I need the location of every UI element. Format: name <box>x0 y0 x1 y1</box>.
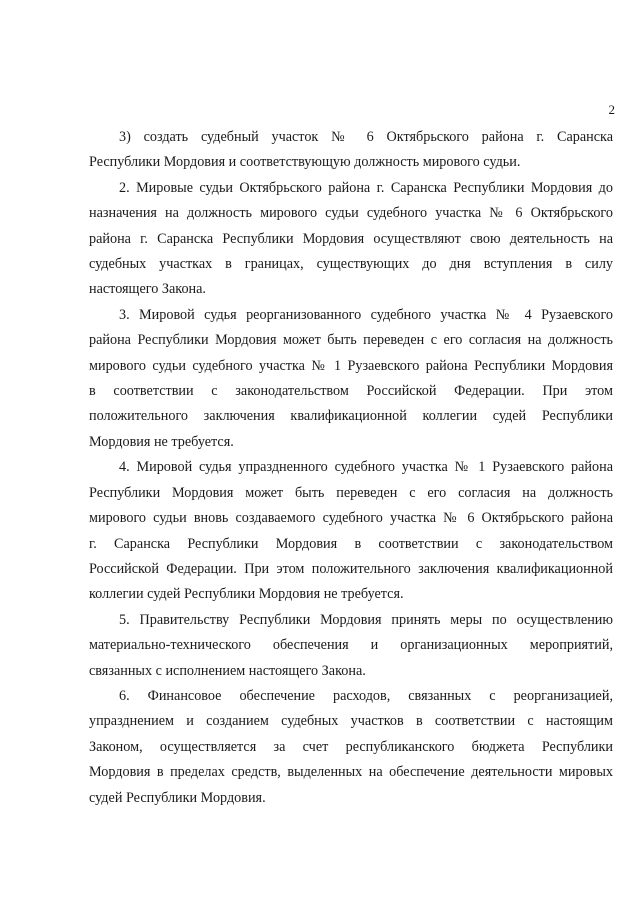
text-line: Республики Мордовия может быть переведен с его согласия на должность <box>89 484 613 501</box>
document-body <box>89 125 613 811</box>
paragraph-4 <box>89 455 613 607</box>
text-line: в соответствии с законодательством Российской Федерации. При этом <box>89 383 613 400</box>
text-line: 6. Финансовое обеспечение расходов, связанных с реорганизацией, <box>119 687 613 704</box>
paragraph-5 <box>89 608 613 684</box>
text-line: Мордовия в пределах средств, выделенных на обеспечение деятельности мировых <box>89 764 613 781</box>
text-line: мирового судьи судебного участка № 1 Рузаевского района Республики Мордовия <box>89 357 613 374</box>
text-line: района г. Саранска Республики Мордовия осуществляют свою деятельность на <box>89 230 613 247</box>
page-number: 2 <box>608 102 615 117</box>
paragraph-6 <box>89 684 613 811</box>
text-line: Законом, осуществляется за счет республиканского бюджета Республики <box>89 738 613 755</box>
text-line: Российской Федерации. При этом положительного заключения квалификационной <box>89 560 613 577</box>
text-line: 3. Мировой судья реорганизованного судебного участка № 4 Рузаевского <box>119 306 613 323</box>
text-line: связанных с исполнением настоящего Закона. <box>89 662 366 679</box>
text-line: коллегии судей Республики Мордовия не требуется. <box>89 586 404 603</box>
text-line: 3) создать судебный участок № 6 Октябрьского района г. Саранска <box>119 129 613 145</box>
text-line: Республики Мордовия и соответствующую должность мирового судьи. <box>89 154 521 171</box>
text-line: Мордовия не требуется. <box>89 433 234 450</box>
text-line: положительного заключения квалификационной коллегии судей Республики <box>89 408 613 425</box>
text-line: 5. Правительству Республики Мордовия принять меры по осуществлению <box>119 611 613 628</box>
text-line: назначения на должность мирового судьи судебного участка № 6 Октябрьского <box>89 205 613 222</box>
text-line: судебных участках в границах, существующих до дня вступления в силу <box>89 256 613 273</box>
text-line: упразднением и созданием судебных участков в соответствии с настоящим <box>89 713 613 730</box>
text-line: мирового судьи вновь создаваемого судебного участка № 6 Октябрьского района <box>89 510 613 527</box>
text-line: района Республики Мордовия может быть переведен с его согласия на должность <box>89 332 613 349</box>
text-line: г. Саранска Республики Мордовия в соответствии с законодательством <box>89 535 613 552</box>
text-line: судей Республики Мордовия. <box>89 789 266 806</box>
text-line: 4. Мировой судья упраздненного судебного участка № 1 Рузаевского района <box>119 459 613 476</box>
text-line: 2. Мировые судьи Октябрьского района г. Саранска Республики Мордовия до <box>119 179 613 196</box>
paragraph-2 <box>89 176 613 303</box>
text-line: настоящего Закона. <box>89 281 206 298</box>
paragraph-3 <box>89 303 613 455</box>
text-line: материально-технического обеспечения и организационных мероприятий, <box>89 637 613 654</box>
paragraph-1 <box>89 125 613 176</box>
